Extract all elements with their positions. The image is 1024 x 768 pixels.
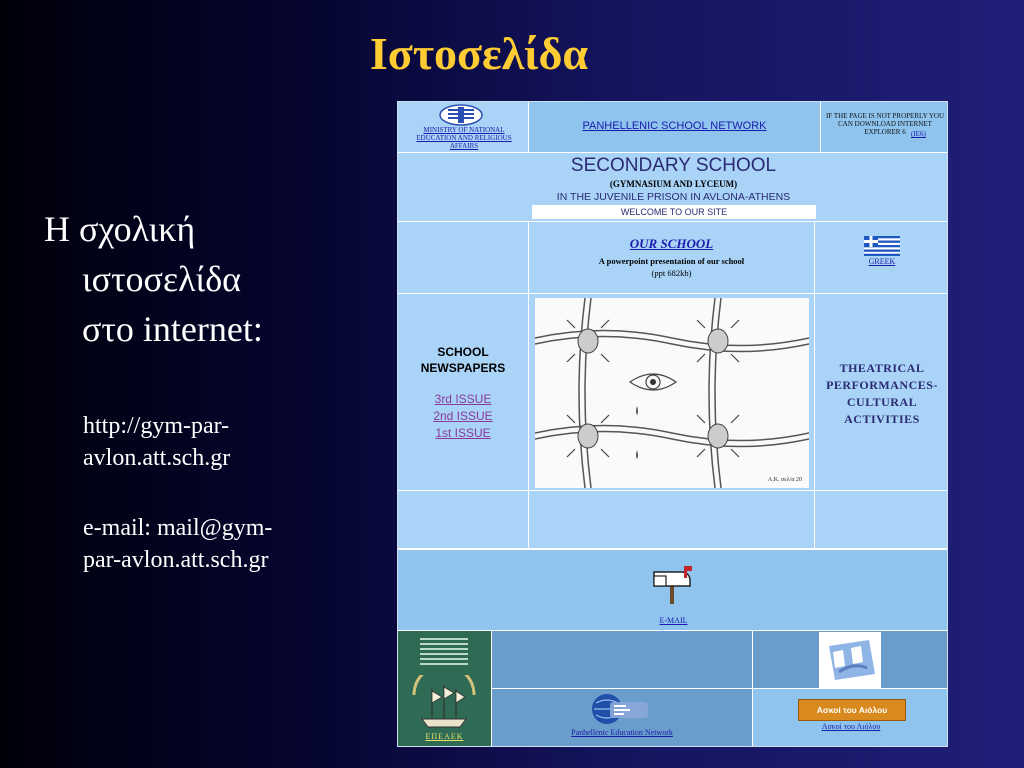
edunet-logo-icon[interactable] — [590, 692, 650, 726]
askoi-banner[interactable]: Ασκοί του Αιόλου — [798, 699, 906, 721]
edunet-cell — [492, 689, 752, 747]
website-screenshot — [397, 101, 948, 747]
school-location: IN THE JUVENILE PRISON IN AVLONA-ATHENS — [556, 191, 791, 203]
greek-flag-icon[interactable] — [864, 236, 900, 256]
ship-emblem-icon — [408, 675, 480, 735]
greek-link[interactable]: GREEK — [868, 257, 896, 266]
epsa-cell — [753, 631, 948, 688]
image-credit: A.K. σελ/α 20 — [767, 477, 802, 483]
newspapers-heading-line-1: SCHOOL — [437, 345, 489, 359]
url-line-2: avlon.att.sch.gr — [83, 445, 231, 471]
issues-list — [398, 391, 528, 442]
url-line-1: http://gym-par- — [83, 413, 230, 439]
bullet-text — [44, 204, 364, 354]
bullet-line-2: ιστοσελίδα — [82, 259, 242, 299]
ppt-description: A powerpoint presentation of our school — [598, 256, 745, 266]
theatre-heading — [815, 360, 948, 428]
welcome-banner: WELCOME TO OUR SITE — [532, 205, 816, 219]
ppt-size: (ppt 682kb) — [651, 268, 692, 278]
theatre-line-1: THEATRICAL — [839, 361, 925, 375]
greek-cell — [815, 222, 948, 293]
ie6-link[interactable]: (IE6) — [911, 130, 926, 138]
theatre-line-2: PERFORMANCES- — [826, 378, 938, 392]
email-cell — [398, 550, 948, 630]
artwork-cell — [529, 294, 814, 490]
askoi-cell — [753, 689, 948, 747]
newspapers-heading-line-2: NEWSPAPERS — [420, 361, 506, 375]
email-line-2: par-avlon.att.sch.gr — [83, 547, 269, 573]
mailbox-icon[interactable] — [650, 564, 696, 604]
empty-cell — [529, 491, 814, 548]
ministry-cell — [398, 102, 528, 152]
empty-cell — [398, 222, 528, 293]
slide-title: Ιστοσελίδα — [369, 28, 589, 79]
theatre-cell — [815, 294, 948, 490]
issue-3-link[interactable]: 3rd ISSUE — [434, 392, 492, 406]
website-url — [83, 410, 383, 474]
newspapers-heading — [398, 344, 528, 376]
issue-1-link[interactable]: 1st ISSUE — [435, 426, 491, 440]
theatre-line-4: ACTIVITIES — [844, 412, 920, 426]
empty-cell — [492, 631, 752, 688]
askoi-link[interactable]: Ασκοί του Αιόλου — [821, 722, 881, 731]
empty-cell — [815, 491, 948, 548]
school-subtitle: (GYMNASIUM AND LYCEUM) — [609, 179, 738, 189]
ministry-link[interactable]: MINISTRY OF NATIONAL EDUCATION AND RELIGIOUS AFFAIRS — [416, 126, 512, 150]
epsa-logo-icon[interactable] — [819, 632, 881, 688]
bullet-line-3: στο internet: — [82, 309, 263, 349]
edunet-link[interactable]: Panhellenic Education Network — [571, 728, 673, 737]
email-address — [83, 512, 383, 576]
school-header — [398, 153, 948, 221]
network-link[interactable]: PANHELLENIC SCHOOL NETWORK — [582, 120, 767, 132]
bullet-line-1: Η σχολική — [44, 209, 196, 249]
epeaek-logo-cell — [398, 631, 491, 747]
our-school-link[interactable]: OUR SCHOOL — [629, 236, 714, 251]
ie-notice-text: IF THE PAGE IS NOT PROPERLY YOU CAN DOWNLOAD INTERNET EXPLORER 6 — [825, 112, 945, 136]
newspapers-cell — [398, 294, 528, 490]
epeaek-link[interactable]: ΕΠΕΑΕΚ — [425, 732, 464, 741]
school-title: SECONDARY SCHOOL — [570, 155, 777, 176]
barbed-wire-eye-image — [535, 298, 809, 488]
issue-2-link[interactable]: 2nd ISSUE — [433, 409, 493, 423]
theatre-line-3: CULTURAL — [846, 395, 918, 409]
email-link[interactable]: E-MAIL — [659, 616, 688, 625]
our-school-cell — [529, 222, 814, 293]
greek-emblem-icon — [439, 104, 483, 126]
ie-notice-cell — [821, 102, 948, 152]
empty-cell — [398, 491, 528, 548]
network-cell — [529, 102, 820, 152]
email-line-1: e-mail: mail@gym- — [83, 515, 273, 541]
